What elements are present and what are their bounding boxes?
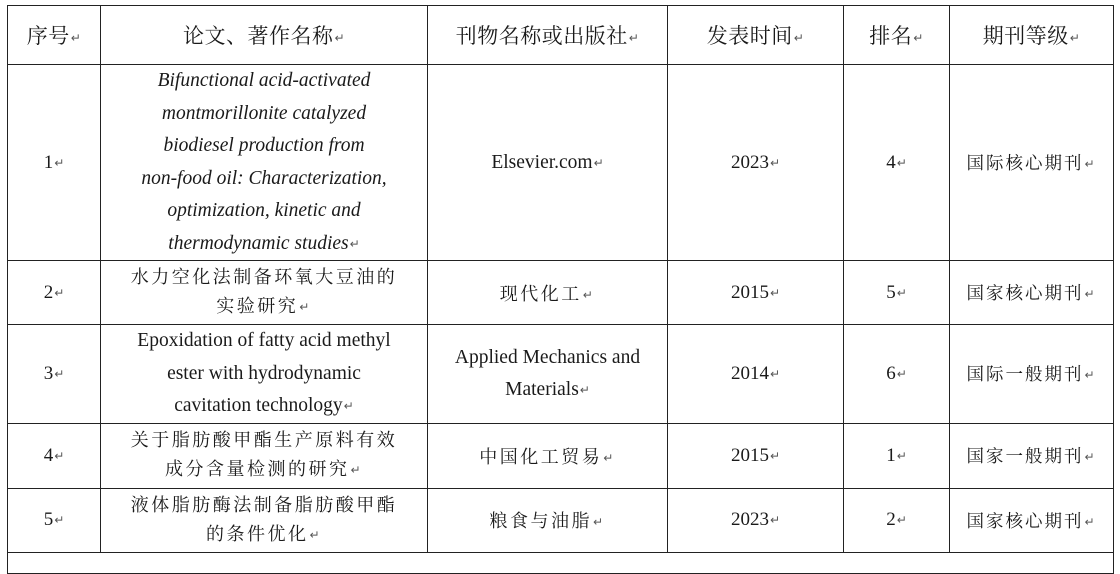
header-row xyxy=(8,6,1114,65)
table-row xyxy=(8,423,1114,488)
cell-rank xyxy=(844,423,950,488)
cell-rank xyxy=(844,261,950,325)
index-value: 3 ↵ xyxy=(44,363,65,384)
cell-index xyxy=(8,423,101,488)
cell-level xyxy=(950,65,1114,261)
cell-index xyxy=(8,65,101,261)
date-value: 2014 ↵ xyxy=(731,363,780,384)
title-line: 液体脂肪酶法制备脂肪酸甲酯 xyxy=(130,494,398,516)
title-line: optimization, kinetic and xyxy=(167,200,361,221)
title-line: non-food oil: Characterization, xyxy=(141,167,387,189)
title-line: 实验研究 ↵ xyxy=(105,292,423,322)
cell-date xyxy=(668,65,844,261)
publisher-value: 粮食与油脂 ↵ xyxy=(489,511,605,532)
header-index: 序号 ↵ xyxy=(8,6,101,65)
title-line: biodiesel production from xyxy=(163,135,365,156)
index-value: 4 ↵ xyxy=(44,445,65,466)
publisher-line: Applied Mechanics and xyxy=(454,346,641,368)
title-line: 水力空化法制备环氧大豆油的 xyxy=(130,267,398,288)
header-date: 发表时间 ↵ xyxy=(668,6,844,65)
table-row xyxy=(8,488,1114,552)
header-rank: 排名 ↵ xyxy=(844,6,950,65)
level-value: 国家核心期刊 ↵ xyxy=(966,284,1096,304)
rank-value: 6 ↵ xyxy=(886,363,907,384)
level-value: 国际一般期刊 ↵ xyxy=(966,365,1096,385)
date-value: 2023 ↵ xyxy=(731,509,780,530)
cell-title xyxy=(101,325,428,424)
publisher-value: Elsevier.com ↵ xyxy=(491,152,603,173)
level-value: 国际核心期刊 ↵ xyxy=(966,154,1096,174)
table-row xyxy=(8,65,1114,261)
title-line: montmorillonite catalyzed xyxy=(161,102,367,124)
rank-value: 4 ↵ xyxy=(886,152,907,173)
publications-table xyxy=(7,5,1114,574)
cell-level xyxy=(950,423,1114,488)
level-value: 国家核心期刊 ↵ xyxy=(966,512,1096,532)
cell-title xyxy=(101,65,428,261)
date-value: 2015 ↵ xyxy=(731,282,780,303)
title-line: cavitation technology ↵ xyxy=(105,390,423,423)
publisher-value: 中国化工贸易 ↵ xyxy=(479,447,616,468)
cell-index xyxy=(8,488,101,552)
cell-level xyxy=(950,488,1114,552)
cell-title xyxy=(101,261,428,325)
cell-publisher xyxy=(428,488,668,552)
index-value: 2 ↵ xyxy=(44,282,65,303)
cell-date xyxy=(668,325,844,424)
cell-index xyxy=(8,261,101,325)
cell-publisher xyxy=(428,325,668,424)
cell-index xyxy=(8,325,101,424)
cell-publisher xyxy=(428,423,668,488)
cell-level xyxy=(950,261,1114,325)
date-value: 2015 ↵ xyxy=(731,445,780,466)
cell-level xyxy=(950,325,1114,424)
cell-publisher xyxy=(428,261,668,325)
index-value: 5 ↵ xyxy=(44,509,65,530)
table-row-continued xyxy=(8,552,1114,573)
title-line: 成分含量检测的研究 ↵ xyxy=(105,455,423,485)
header-publisher: 刊物名称或出版社 ↵ xyxy=(428,6,668,65)
level-value: 国家一般期刊 ↵ xyxy=(966,447,1096,467)
header-title: 论文、著作名称 ↵ xyxy=(101,6,428,65)
rank-value: 2 ↵ xyxy=(886,509,907,530)
title-line: Bifunctional acid-activated xyxy=(157,70,371,91)
cell-title xyxy=(101,423,428,488)
title-line: 的条件优化 ↵ xyxy=(105,520,423,550)
index-value: 1 ↵ xyxy=(44,152,65,173)
continued-cell xyxy=(8,552,1114,573)
rank-value: 1 ↵ xyxy=(886,445,907,466)
table-row xyxy=(8,325,1114,424)
title-line: Epoxidation of fatty acid methyl xyxy=(137,330,391,351)
cell-rank xyxy=(844,325,950,424)
cell-date xyxy=(668,488,844,552)
table-row xyxy=(8,261,1114,325)
title-line: 关于脂肪酸甲酯生产原料有效 xyxy=(130,430,398,451)
cell-publisher xyxy=(428,65,668,261)
title-line: thermodynamic studies ↵ xyxy=(105,228,423,261)
header-level: 期刊等级 ↵ xyxy=(950,6,1114,65)
publisher-line: Materials ↵ xyxy=(432,374,663,406)
cell-rank xyxy=(844,488,950,552)
cell-date xyxy=(668,261,844,325)
cell-title xyxy=(101,488,428,552)
cell-date xyxy=(668,423,844,488)
title-line: ester with hydrodynamic xyxy=(167,362,361,384)
date-value: 2023 ↵ xyxy=(731,152,780,173)
publisher-value: 现代化工 ↵ xyxy=(500,284,596,305)
cell-rank xyxy=(844,65,950,261)
rank-value: 5 ↵ xyxy=(886,282,907,303)
